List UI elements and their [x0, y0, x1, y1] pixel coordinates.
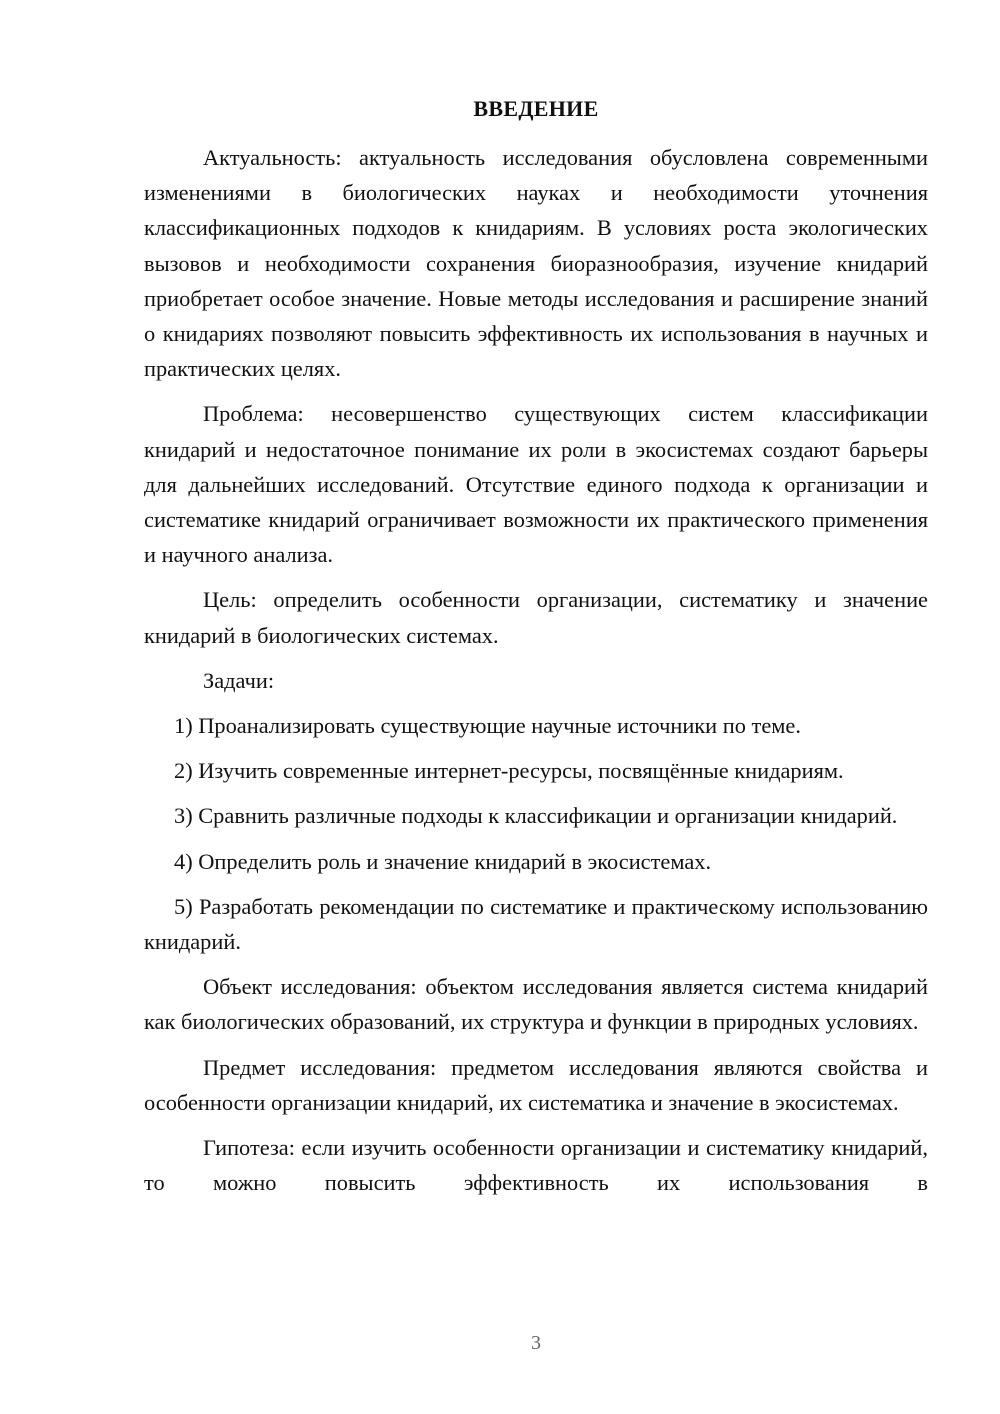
task-item: 1) Проанализировать существующие научные источники по теме.: [174, 713, 801, 739]
task-item: 4) Определить роль и значение книдарий в экосистемах.: [174, 848, 712, 874]
task-item: 5) Разработать рекомендации по систематике и практическому использованию книдарий.: [144, 893, 928, 955]
tasks-label: Задачи:: [203, 667, 275, 693]
paragraph-problem: Проблема: несовершенство существующих систем классификации книдарий и недостаточное понимание их роли в экосистемах создают барьеры для дальнейших исследований. Отсутствие единого подхода к организации и систематике книдарий ограничивает возможности их практического применения и научного анализа.: [144, 401, 928, 568]
task-item: 2) Изучить современные интернет-ресурсы, посвящённые книдариям.: [174, 758, 844, 784]
paragraph-relevance: Актуальность: актуальность исследования обусловлена современными изменениями в биологических науках и необходимости уточнения классификационных подходов к книдариям. В условиях роста экологических вызовов и необходимости сохранения биоразнообразия, изучение книдарий приобретает особое значение. Новые методы исследования и расширение знаний о книдариях позволяют повысить эффективность их использования в научных и практических целях.: [144, 145, 928, 382]
page-number: 3: [531, 1332, 541, 1354]
task-item: 3) Сравнить различные подходы к классификации и организации книдарий.: [174, 803, 898, 829]
paragraph-object: Объект исследования: объектом исследования является система книдарий как биологических образований, их структура и функции в природных условиях.: [144, 974, 928, 1035]
document-body: [144, 140, 928, 1210]
paragraph-hypothesis: Гипотеза: если изучить особенности организации и систематику книдарий, то можно повысить эффективность их использования в: [144, 1135, 928, 1196]
paragraph-subject: Предмет исследования: предметом исследования являются свойства и особенности организации книдарий, их систематика и значение в экосистемах.: [144, 1054, 928, 1115]
paragraph-goal: Цель: определить особенности организации, систематику и значение книдарий в биологических системах.: [144, 587, 928, 648]
section-heading: ВВЕДЕНИЕ: [473, 96, 599, 121]
